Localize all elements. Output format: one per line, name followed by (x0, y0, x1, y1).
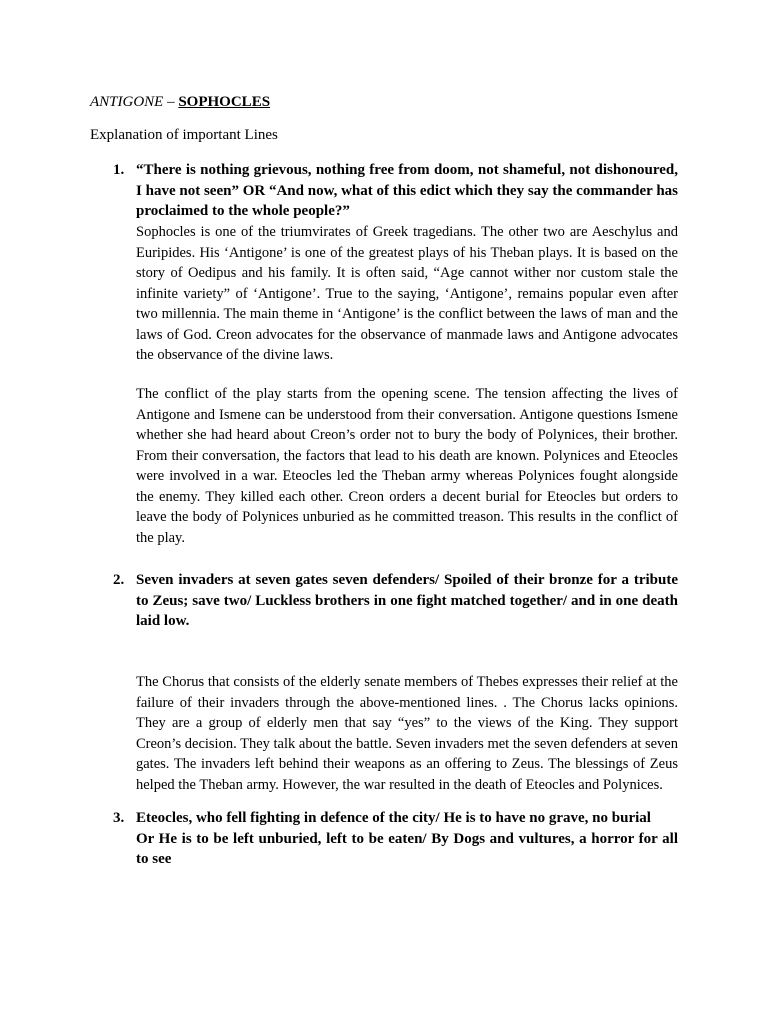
play-title: ANTIGONE (90, 94, 164, 110)
paragraph: The conflict of the play starts from the opening scene. The tension affecting the lives of Antigone and Ismene can be understood from their conversation. Antigone questions Ismene whether she had heard about Creon’s order not to bury the body of Polynices, their brother. From their conversation, the factors that lead to his death are known. Polynices and Eteocles were involved in a war. Eteocles led the Theban army whereas Polynices fought alongside the enemy. They killed each other. Creon orders a decent burial for Eteocles but orders to leave the body of Polynices unburied as he committed treason. This results in the conflict of the play. (136, 386, 678, 546)
item-heading-line: Or He is to be left unburied, left to be eaten/ By Dogs and vultures, a horror for all to see (136, 830, 678, 867)
item-heading-line: Eteocles, who fell fighting in defence of the city/ He is to have no grave, no burial (136, 810, 651, 826)
document-subtitle: Explanation of important Lines (90, 127, 278, 143)
title-separator: – (163, 94, 179, 110)
item-heading: Seven invaders at seven gates seven defenders/ Spoiled of their bronze for a tribute to Zeus; save two/ Luckless brothers in one fight matched together/ and in one death laid low. (136, 572, 678, 629)
paragraph: Sophocles is one of the triumvirates of Greek tragedians. The other two are Aeschylus and Euripides. His ‘Antigone’ is one of the greatest plays of his Theban plays. It is based on the story of Oedipus and his family. It is often said, “Age cannot wither nor custom stale the infinite variety” of ‘Antigone’. True to the saying, ‘Antigone’, remains popular even after two millennia. The main theme in ‘Antigone’ is the conflict between the laws of man and the laws of God. Creon advocates for the observance of manmade laws and Antigone advocates the observance of the divine laws. (136, 224, 678, 363)
item-number: 1. (113, 162, 125, 178)
document-title (90, 92, 270, 112)
item-heading: “There is nothing grievous, nothing free from doom, not shameful, not dishonoured, I have not seen” OR “And now, what of this edict which they say the commander has proclaimed to the whole people?” (136, 162, 678, 219)
paragraph: The Chorus that consists of the elderly senate members of Thebes expresses their relief at the failure of their invaders through the above-mentioned lines. . The Chorus lacks opinions. They are a group of elderly men that say “yes” to the views of the King. They support Creon’s decision. They talk about the battle. Seven invaders met the seven defenders at seven gates. The invaders left behind their weapons as an offering to Zeus. The blessings of Zeus helped the Theban army. However, the war resulted in the death of Eteocles and Polynices. (136, 674, 678, 793)
item-number: 3. (113, 810, 125, 826)
author-name: SOPHOCLES (178, 94, 271, 110)
item-number: 2. (113, 572, 125, 588)
item-heading (136, 808, 678, 870)
